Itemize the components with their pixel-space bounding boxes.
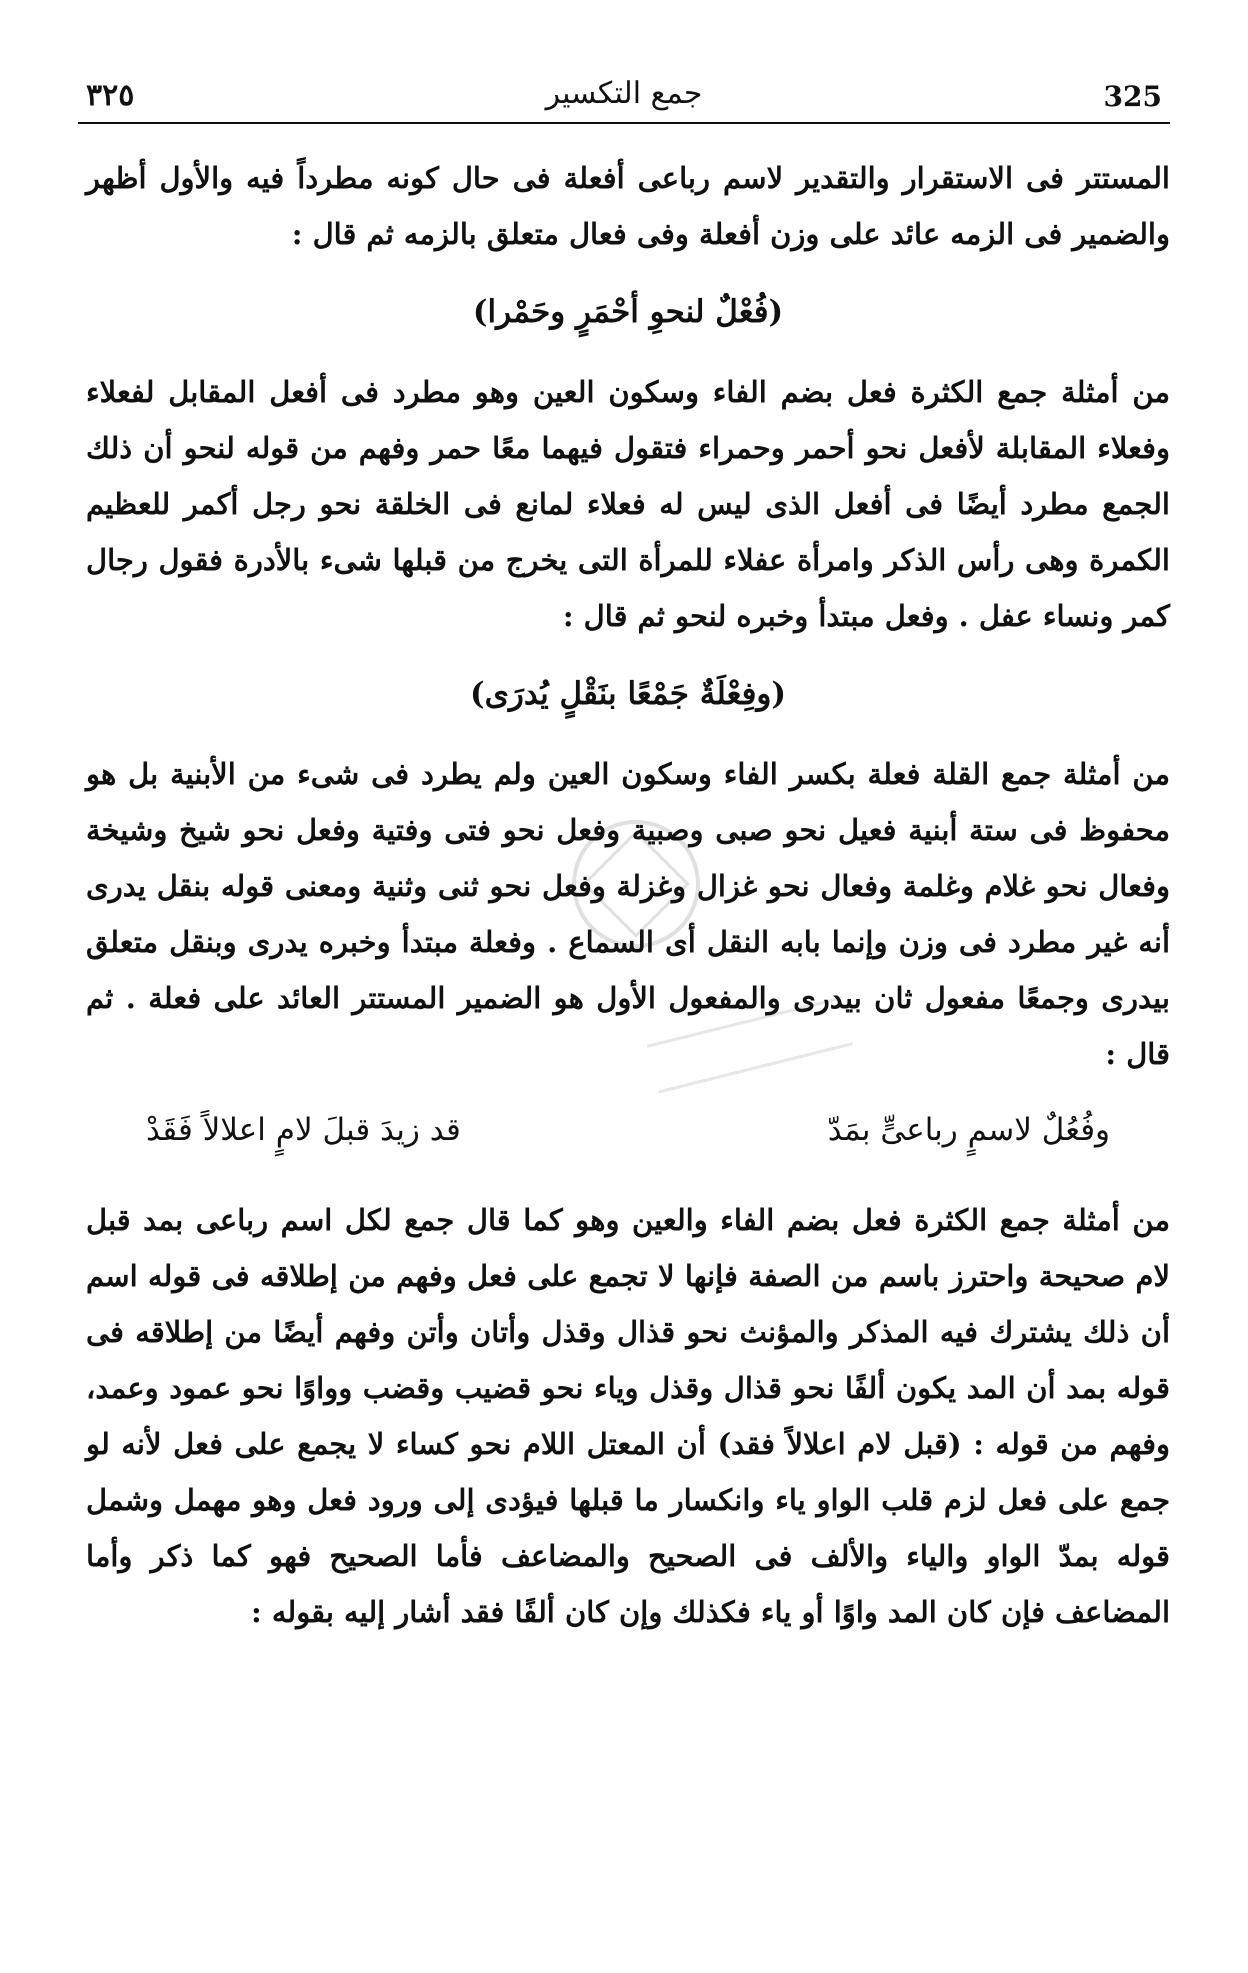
paragraph-1: المستتر فى الاستقرار والتقدير لاسم رباعى أفعلة فى حال كونه مطرداً فيه والأول أظهر والضمير فى الزمه عائد على وزن أفعلة وفى فعال متعلق بالزمه ثم قال :	[86, 161, 1170, 251]
paragraph-4: من أمثلة جمع الكثرة فعل بضم الفاء والعين وهو كما قال جمع لكل اسم رباعى بمد قبل لام صحيحة واحترز باسم من الصفة فإنها لا تجمع على فعل وفهم من إطلاقه فى قوله اسم أن ذلك يشترك فيه المذكر والمؤنث نحو قذال وقذل وأتان وأتن وفهم أيضًا من إطلاقه فى قوله بمد أن المد يكون ألفًا نحو قذال وقذل وياء نحو قضيب وقضب وواوًا نحو عمود وعمد، وفهم من قوله : (قبل لام اعلالاً فقد) أن المعتل اللام نحو كساء لا يجمع على فعل لأنه لو جمع على فعل لزم قلب الواو ياء وانكسار ما قبلها فيؤدى إلى ورود فعل وهو مهمل وشمل قوله بمدّ الواو والياء والألف فى الصحيح والمضاعف فأما الصحيح فهو كما ذكر وأما المضاعف فإن كان المد واوًا أو ياء فكذلك وإن كان ألفًا فقد أشار إليه بقوله :	[86, 1203, 1170, 1629]
page-number-arabic: ٣٢٥	[86, 78, 135, 113]
paragraph-2: من أمثلة جمع الكثرة فعل بضم الفاء وسكون العين وهو مطرد فى أفعل المقابل لفعلاء وفعلاء المقابلة لأفعل نحو أحمر وحمراء فتقول فيهما معًا حمر وفهم من قوله لنحو أن ذلك الجمع مطرد أيضًا فى أفعل الذى ليس له فعلاء لمانع فى الخلقة نحو رجل أكمر للعظيم الكمرة وهى رأس الذكر وامرأة عفلاء للمرأة التى يخرج من قبلها شىء بالأدرة فقول رجال كمر ونساء عفل . وفعل مبتدأ وخبره لنحو ثم قال :	[86, 375, 1170, 633]
paragraph-3: من أمثلة جمع القلة فعلة بكسر الفاء وسكون العين ولم يطرد فى شىء من الأبنية بل هو محفوظ فى ستة أبنية فعيل نحو صبى وصبية وفعل نحو فتى وفتية وفعل نحو شيخ وشيخة وفعال نحو غلام وغلمة وفعال نحو غزال وغزلة وفعل نحو ثنى وثنية ومعنى قوله بنقل يدرى أنه غير مطرد فى وزن وإنما بابه النقل أى السماع . وفعلة مبتدأ وخبره يدرى وبنقل متعلق بيدرى وجمعًا مفعول ثان بيدرى والمفعول الأول هو الضمير المستتر العائد على فعلة . ثم قال :	[86, 757, 1170, 1071]
verse-3	[146, 1102, 1110, 1158]
verse-3-second-hemistich: قد زيدَ قبلَ لامٍ اعلالاً فَقَدْ	[146, 1112, 461, 1148]
page-header	[78, 72, 1170, 124]
page-body	[86, 150, 1170, 1640]
verse-3-first-hemistich: وفُعُلٌ لاسمٍ رباعىٍّ بمَدّ	[827, 1112, 1110, 1148]
running-title: جمع التكسير	[545, 76, 703, 111]
verse-2: (وفِعْلَةٌ جَمْعًا بنَقْلٍ يُدرَى)	[469, 676, 787, 712]
page-number-latin: 325	[1103, 80, 1162, 113]
verse-1: (فُعْلٌ لنحوِ أحْمَرٍ وحَمْرا)	[472, 294, 784, 330]
